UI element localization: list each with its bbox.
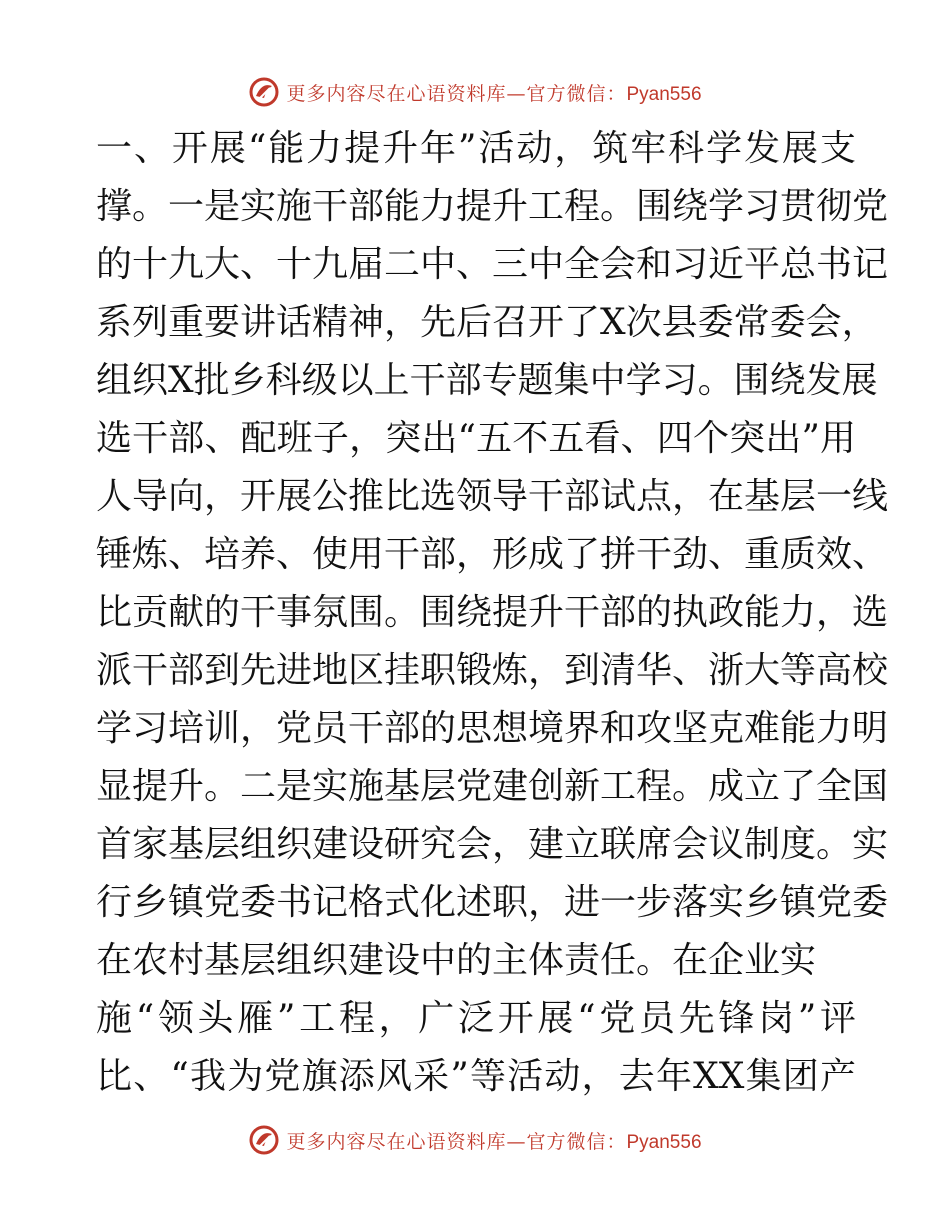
body-line-10: 派干部到先进地区挂职锻炼，到清华、浙大等高校 [96,650,889,691]
body-line-1: 一、开展“能力提升年”活动，筑牢科学发展支 [96,128,856,169]
document-body [96,120,889,1106]
body-line-2: 撑。一是实施干部能力提升工程。围绕学习贯彻党 [96,186,889,227]
body-line-9: 比贡献的干事氛围。围绕提升干部的执政能力，选 [96,592,889,633]
body-line-15: 在农村基层组织建设中的主体责任。在企业实 [96,940,817,981]
header-wechat-handle: Pyan556 [626,83,702,105]
body-line-13: 首家基层组织建设研究会，建立联席会议制度。实 [96,824,889,865]
footer-banner-label: 更多内容尽在心语资料库—官方微信： [286,1130,627,1153]
footer-wechat-handle: Pyan556 [626,1131,702,1153]
header-banner-label: 更多内容尽在心语资料库—官方微信： [286,82,627,105]
body-line-7: 人导向，开展公推比选领导干部试点，在基层一线 [96,476,889,517]
body-line-4: 系列重要讲话精神，先后召开了X次县委常委会， [96,302,878,343]
body-line-6: 选干部、配班子，突出“五不五看、四个突出”用 [96,418,856,459]
brand-logo-icon [248,1124,280,1156]
footer-banner-text [286,1127,701,1154]
header-banner [0,70,950,114]
brand-logo-icon [248,76,280,108]
body-line-16: 施“领头雁”工程，广泛开展“党员先锋岗”评 [96,998,856,1039]
body-line-14: 行乡镇党委书记格式化述职，进一步落实乡镇党委 [96,882,889,923]
body-line-8: 锤炼、培养、使用干部，形成了拼干劲、重质效、 [96,534,889,575]
body-line-5: 组织X批乡科级以上干部专题集中学习。围绕发展 [96,360,878,401]
body-line-12: 显提升。二是实施基层党建创新工程。成立了全国 [96,766,889,807]
header-banner-text [286,79,701,106]
body-line-11: 学习培训，党员干部的思想境界和攻坚克难能力明 [96,708,889,749]
body-line-3: 的十九大、十九届二中、三中全会和习近平总书记 [96,244,889,285]
body-line-17: 比、“我为党旗添风采”等活动，去年XX集团产 [96,1056,856,1097]
footer-banner [0,1118,950,1162]
